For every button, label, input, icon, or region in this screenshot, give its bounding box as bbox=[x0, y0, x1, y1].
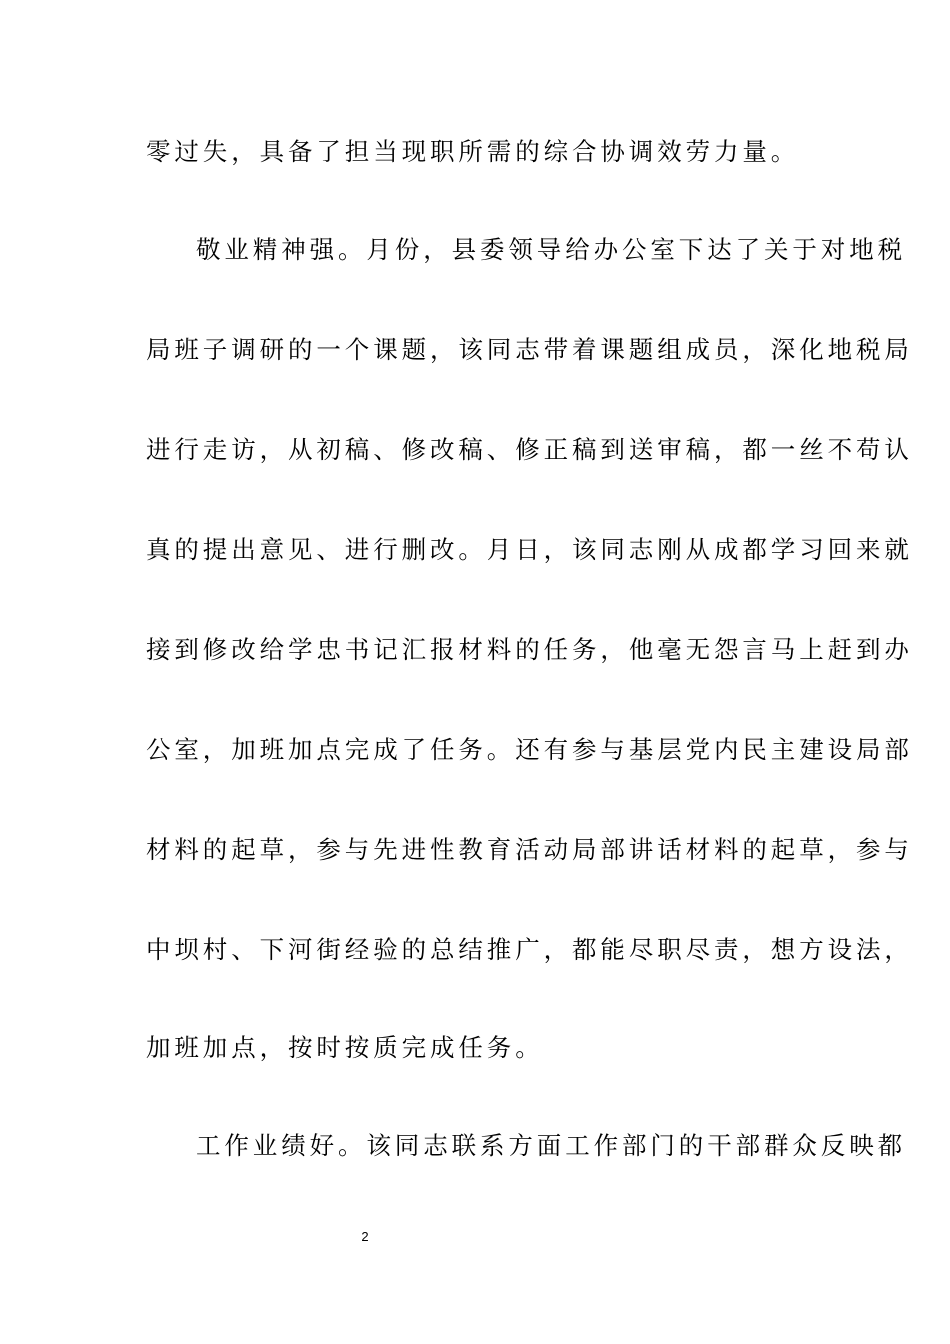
paragraph-start-line: 敬业精神强。月份，县委领导给办公室下达了关于对地税 bbox=[196, 235, 906, 264]
page-number: 2 bbox=[361, 1229, 369, 1244]
text-line: 加班加点，按时按质完成任务。 bbox=[146, 1033, 544, 1062]
text-line: 公室，加班加点完成了任务。还有参与基层党内民主建设局部 bbox=[146, 735, 913, 764]
text-line: 接到修改给学忠书记汇报材料的任务，他毫无怨言马上赶到办 bbox=[146, 635, 913, 664]
text-line: 真的提出意见、进行删改。月日，该同志刚从成都学习回来就 bbox=[146, 535, 913, 564]
paragraph-start-line: 工作业绩好。该同志联系方面工作部门的干部群众反映都 bbox=[196, 1131, 906, 1160]
text-line: 零过失，具备了担当现职所需的综合协调效劳力量。 bbox=[146, 137, 800, 166]
text-line: 材料的起草，参与先进性教育活动局部讲话材料的起草，参与 bbox=[146, 835, 913, 864]
text-line: 进行走访，从初稿、修改稿、修正稿到送审稿，都一丝不苟认 bbox=[146, 435, 913, 464]
text-line: 局班子调研的一个课题，该同志带着课题组成员，深化地税局 bbox=[146, 335, 913, 364]
text-line: 中坝村、下河街经验的总结推广，都能尽职尽责，想方设法， bbox=[146, 935, 913, 964]
